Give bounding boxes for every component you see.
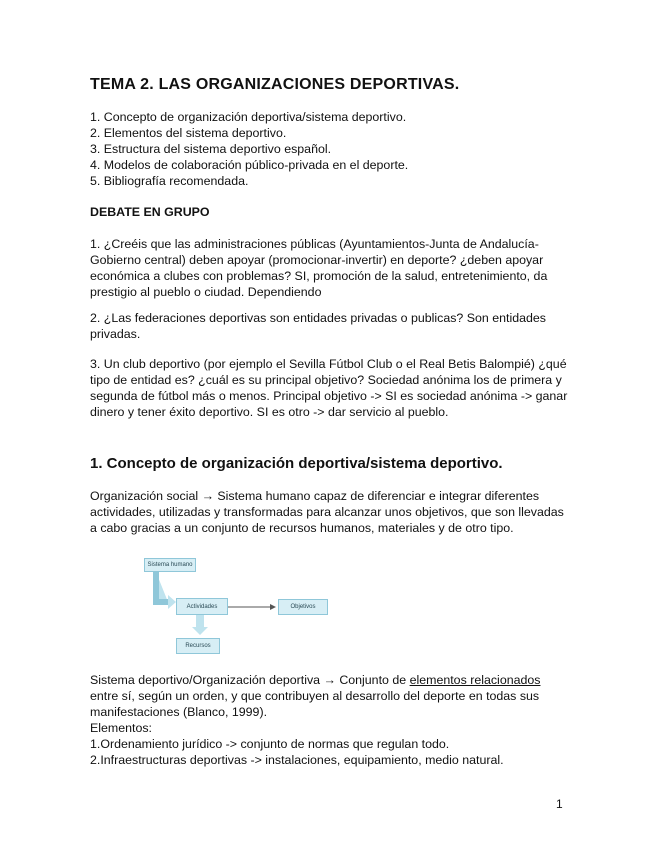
sis-def-text: Sistema deportivo/Organización deportiva → Conjunto de	[90, 673, 410, 687]
toc-item: 4. Modelos de colaboración público-privada en el deporte.	[90, 158, 409, 172]
sis-def-underlined: elementos relacionados	[409, 673, 541, 687]
section-1-heading: 1. Concepto de organización deportiva/sistema deportivo.	[90, 455, 503, 472]
arrow-sistema-actividades	[156, 572, 168, 602]
toc-item: 5. Bibliografía recomendada.	[90, 174, 249, 188]
question-3: 3. Un club deportivo (por ejemplo el Sevilla Fútbol Club o el Real Betis Balompié) ¿qué tipo de entidad es? ¿cuál es su principal objetivo? Sociedad anónima los de primera y segunda de fútbol más o menos. Principal objetivo -> SI es sociedad anónima -> ganar dinero y tener éxito deportivo. SI es otro -> dar servicio al pueblo.	[90, 357, 568, 419]
diagram-objetivos: Objetivos	[278, 599, 328, 615]
list-item: 2.Infraestructuras deportivas -> instalaciones, equipamiento, medio natural.	[90, 753, 504, 767]
question-2: 2. ¿Las federaciones deportivas son entidades privadas o publicas? Son entidades privadas.	[90, 311, 546, 341]
arrow-actividades-recursos	[196, 615, 204, 627]
diagram-sistema-humano: Sistema humano	[144, 558, 196, 572]
elementos-list	[90, 720, 568, 768]
arrow-head-icon	[270, 604, 276, 610]
question-1: 1. ¿Creéis que las administraciones públicas (Ayuntamientos-Junta de Andalucía-Gobierno central) deben apoyar (promocionar-invertir) en deporte? ¿deben apoyar económica a clubes con problemas? SI, promoción de la salud, entretenimiento, da prestigio al pueblo o ciudad. Dependiendo	[90, 237, 548, 299]
arrow-head-icon	[192, 627, 208, 635]
page-number: 1	[556, 797, 563, 811]
sistema-deportivo-definition	[90, 672, 568, 720]
toc-item: 2. Elementos del sistema deportivo.	[90, 126, 287, 140]
elementos-label: Elementos:	[90, 721, 152, 735]
table-of-contents	[90, 109, 568, 189]
arrow-head-icon	[168, 595, 176, 609]
organizacion-definition: Organización social → Sistema humano capaz de diferenciar e integrar diferentes actividades, utilizadas y transformadas para alcanzar unos objetivos, que son llevadas a cabo gracias a un conjunto de recursos humanos, materiales y de otro tipo.	[90, 489, 564, 535]
toc-item: 1. Concepto de organización deportiva/sistema deportivo.	[90, 110, 407, 124]
diagram-recursos: Recursos	[176, 638, 220, 654]
page-title: TEMA 2. LAS ORGANIZACIONES DEPORTIVAS.	[90, 76, 460, 93]
diagram-actividades: Actividades	[176, 598, 228, 615]
sis-def-text: entre sí, según un orden, y que contribuyen al desarrollo del deporte en todas sus manifestaciones (Blanco, 1999).	[90, 689, 540, 719]
list-item: 1.Ordenamiento jurídico -> conjunto de normas que regulan todo.	[90, 737, 450, 751]
toc-item: 3. Estructura del sistema deportivo español.	[90, 142, 332, 156]
organization-diagram	[140, 552, 340, 664]
debate-heading: DEBATE EN GRUPO	[90, 205, 210, 219]
